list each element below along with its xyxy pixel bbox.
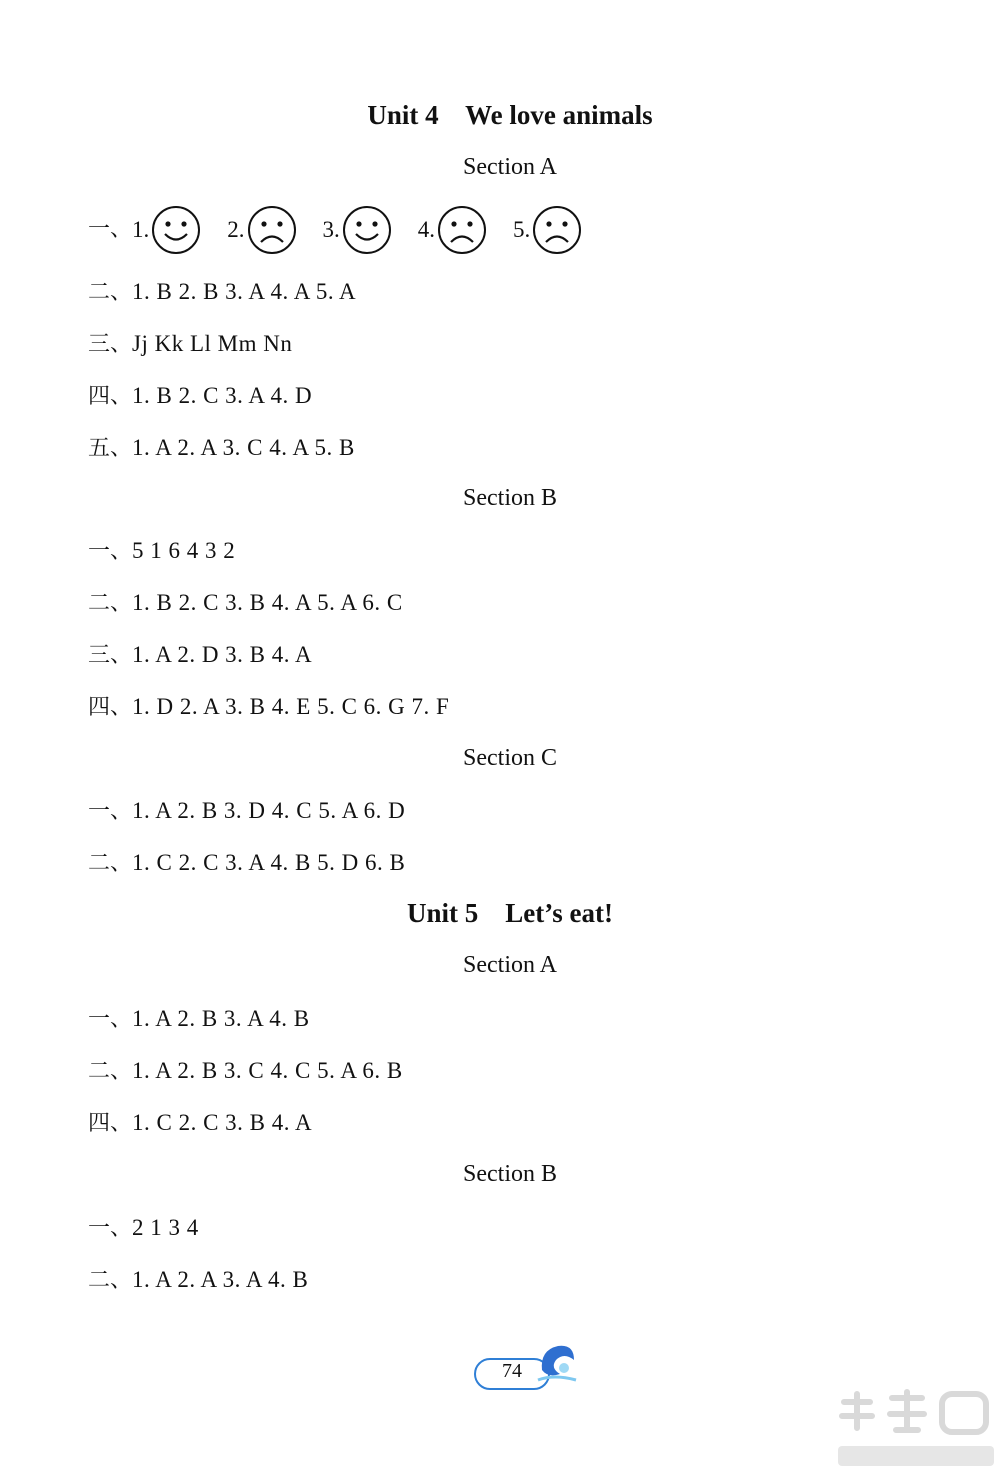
face-answer-3 [323, 205, 392, 255]
answer-list: 1. A 2. A 3. A 4. B [132, 1267, 309, 1292]
unit-4-section-b-row-3 [88, 635, 312, 675]
answer-list: 1. C 2. C 3. B 4. A [132, 1110, 313, 1135]
answer-list: 1. A 2. B 3. C 4. C 5. A 6. B [132, 1058, 403, 1083]
face-answer-5 [513, 205, 582, 255]
unit-4-section-b-row-4 [88, 687, 449, 727]
unit-4-section-b-row-1 [88, 531, 235, 571]
unit-4-section-c-row-2 [88, 843, 405, 883]
answer-list: 1. A 2. D 3. B 4. A [132, 642, 313, 667]
question-number: 二、 [88, 591, 133, 616]
unit-5-section-a-row-2 [88, 1051, 403, 1091]
question-number: 四、 [88, 695, 133, 720]
answer-list: 1. A 2. B 3. D 4. C 5. A 6. D [132, 798, 406, 823]
face-answer-label: 2. [227, 217, 245, 242]
unit-4-section-a-row-5 [88, 428, 355, 468]
question-number: 二、 [88, 1268, 133, 1293]
question-number: 五、 [88, 436, 133, 461]
unit-5-section-a-row-1 [88, 999, 310, 1039]
answer-list: 2 1 3 4 [132, 1215, 199, 1240]
unit-5-section-b-row-1 [88, 1208, 199, 1248]
happy-face-icon [151, 205, 201, 255]
face-answer-4 [418, 205, 487, 255]
unit-4-section-b-title: Section B [463, 485, 557, 511]
unit-4-section-a-title: Section A [463, 154, 557, 180]
unit-4-section-c-row-1 [88, 791, 405, 831]
unit-4-section-c-title: Section C [463, 745, 557, 771]
unit-4-section-a-row-4 [88, 376, 312, 416]
face-answer-label: 5. [513, 217, 531, 242]
unit-5-section-b-row-2 [88, 1260, 308, 1300]
unit-5-section-a-row-3 [88, 1103, 312, 1143]
unit-5-section-b-title: Section B [463, 1161, 557, 1187]
face-answer-1 [132, 205, 201, 255]
face-answer-label: 1. [132, 217, 150, 242]
answer-list: 1. A 2. A 3. C 4. A 5. B [132, 435, 355, 460]
unit-4-section-a-row-3 [88, 324, 292, 364]
page-number: 74 [502, 1360, 522, 1382]
question-number: 二、 [88, 1059, 133, 1084]
answer-list: 1. C 2. C 3. A 4. B 5. D 6. B [132, 850, 406, 875]
unit-4-section-a-row-1 [88, 206, 608, 254]
sad-face-icon [437, 205, 487, 255]
answer-list: 1. D 2. A 3. B 4. E 5. C 6. G 7. F [132, 694, 450, 719]
question-number: 一、 [88, 1007, 133, 1032]
face-answer-2 [227, 205, 296, 255]
question-number: 四、 [88, 1111, 133, 1136]
decorative-wave-icon [534, 1340, 578, 1388]
question-number: 一、 [88, 799, 133, 824]
page-footer [474, 1352, 570, 1392]
question-number: 三、 [88, 643, 133, 668]
answer-list: 1. A 2. B 3. A 4. B [132, 1006, 310, 1031]
watermark-logo-icon [830, 1384, 1000, 1476]
unit-4-title: Unit 4 We love animals [367, 100, 653, 130]
unit-5-section-a-title: Section A [463, 952, 557, 978]
answer-list: 5 1 6 4 3 2 [132, 538, 236, 563]
face-answer-label: 3. [322, 217, 340, 242]
unit-5-title: Unit 5 Let’s eat! [407, 898, 613, 928]
answer-list: 1. B 2. C 3. B 4. A 5. A 6. C [132, 590, 403, 615]
question-number: 三、 [88, 332, 133, 357]
answer-list: 1. B 2. B 3. A 4. A 5. A [132, 279, 357, 304]
question-number: 一、 [88, 1216, 133, 1241]
question-number: 一、 [88, 539, 133, 564]
answer-list: Jj Kk Ll Mm Nn [132, 331, 293, 356]
question-number: 二、 [88, 851, 133, 876]
answer-list: 1. B 2. C 3. A 4. D [132, 383, 313, 408]
unit-4-section-b-row-2 [88, 583, 403, 623]
question-number: 二、 [88, 280, 133, 305]
sad-face-icon [532, 205, 582, 255]
unit-4-section-a-row-2 [88, 272, 356, 312]
question-number: 一、 [88, 217, 133, 242]
question-number: 四、 [88, 384, 133, 409]
sad-face-icon [247, 205, 297, 255]
happy-face-icon [342, 205, 392, 255]
face-answer-label: 4. [417, 217, 435, 242]
